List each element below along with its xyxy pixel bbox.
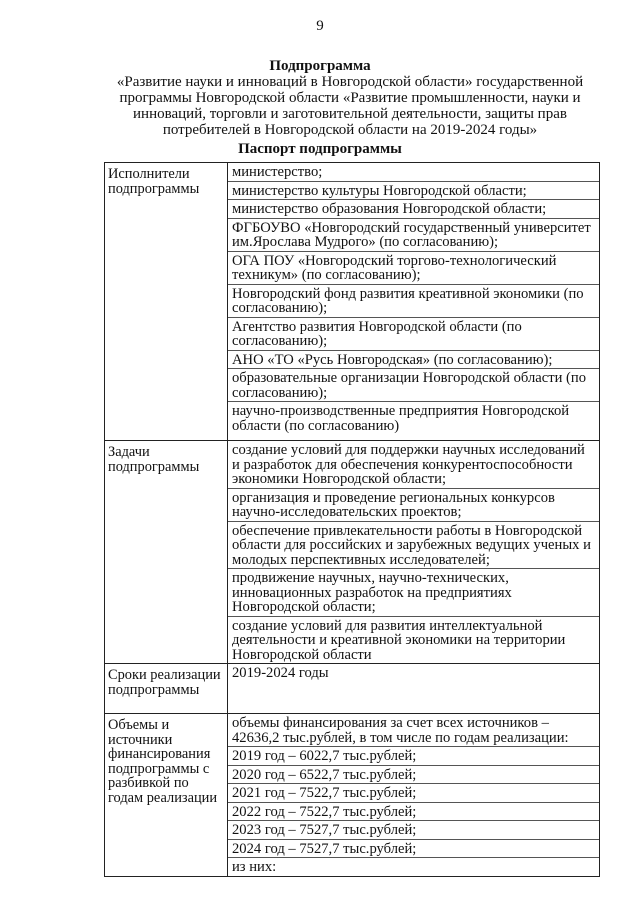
row-content bbox=[228, 441, 600, 664]
row-label: Исполнители подпрограммы bbox=[105, 163, 228, 441]
list-item: министерство культуры Новгородской области; bbox=[228, 182, 599, 201]
page-number: 9 bbox=[316, 18, 324, 34]
list-item: образовательные организации Новгородской области (по согласованию); bbox=[228, 369, 599, 402]
list-item: ФГБОУВО «Новгородский государственный университет им.Ярослава Мудрого» (по согласованию); bbox=[228, 219, 599, 252]
table-row-finance bbox=[105, 714, 600, 877]
list-item: организация и проведение региональных конкурсов научно-исследовательских проектов; bbox=[228, 489, 599, 522]
list-item: из них: bbox=[232, 859, 277, 875]
list-item: 2022 год – 7522,7 тыс.рублей; bbox=[228, 803, 599, 822]
list-item: 2019-2024 годы bbox=[232, 665, 329, 681]
row-content bbox=[228, 163, 600, 441]
list-item: 2020 год – 6522,7 тыс.рублей; bbox=[228, 766, 599, 785]
list-item: министерство; bbox=[228, 163, 599, 182]
table-row-executors bbox=[105, 163, 600, 441]
list-item: 2024 год – 7527,7 тыс.рублей; bbox=[228, 840, 599, 859]
list-item: обеспечение привлекательности работы в Новгородской области для российских и зарубежных ведущих ученых и молодых перспективных исследователей; bbox=[228, 522, 599, 570]
list-item: 2023 год – 7527,7 тыс.рублей; bbox=[228, 821, 599, 840]
list-item: научно-производственные предприятия Новгородской области (по согласованию) bbox=[232, 403, 570, 434]
list-item: 2021 год – 7522,7 тыс.рублей; bbox=[228, 784, 599, 803]
row-label: Задачи подпрограммы bbox=[105, 441, 228, 664]
row-label: Объемы и источники финансирования подпрограммы с разбивкой по годам реализации bbox=[105, 714, 228, 877]
list-item: Новгородский фонд развития креативной экономики (по согласованию); bbox=[228, 285, 599, 318]
table-row-tasks bbox=[105, 441, 600, 664]
table-row-terms bbox=[105, 664, 600, 714]
list-item: продвижение научных, научно-технических, инновационных разработок на предприятиях Новгородской области; bbox=[228, 569, 599, 617]
list-item: создание условий для поддержки научных исследований и разработок для обеспечения конкурентоспособности экономики Новгородской области; bbox=[228, 441, 599, 489]
list-item: объемы финансирования за счет всех источников – 42636,2 тыс.рублей, в том числе по годам реализации: bbox=[228, 714, 599, 747]
passport-table bbox=[104, 162, 600, 877]
subprogram-subtitle: «Развитие науки и инноваций в Новгородской области» государственной программы Новгородской области «Развитие промышленности, науки и инноваций, торговли и заготовительной деятельности, защиты прав потребителей в Новгородской области на 2019-2024 годы» bbox=[116, 74, 584, 138]
list-item: 2019 год – 6022,7 тыс.рублей; bbox=[228, 747, 599, 766]
row-content bbox=[228, 714, 600, 877]
list-item: создание условий для развития интеллектуальной деятельности и креативной экономики на территории Новгородской области bbox=[232, 617, 566, 663]
passport-title: Паспорт подпрограммы bbox=[238, 141, 402, 157]
row-label: Сроки реализации подпрограммы bbox=[105, 664, 228, 714]
list-item: АНО «ТО «Русь Новгородская» (по согласованию); bbox=[228, 351, 599, 370]
subprogram-heading: Подпрограмма bbox=[269, 58, 371, 74]
row-content bbox=[228, 664, 600, 714]
list-item: Агентство развития Новгородской области (по согласованию); bbox=[228, 318, 599, 351]
list-item: министерство образования Новгородской области; bbox=[228, 200, 599, 219]
list-item: ОГА ПОУ «Новгородский торгово-технологический техникум» (по согласованию); bbox=[228, 252, 599, 285]
